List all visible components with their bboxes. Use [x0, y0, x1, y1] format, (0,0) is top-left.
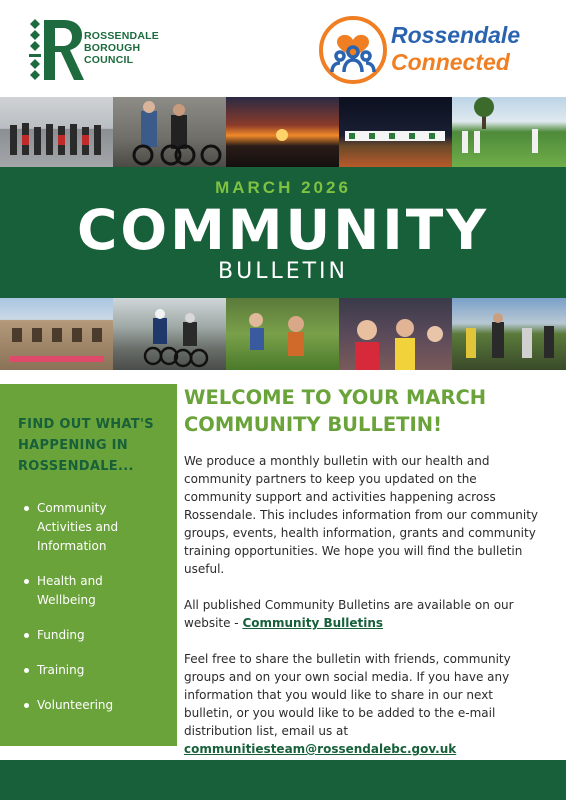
share-paragraph	[184, 650, 544, 758]
photo-sunset	[226, 97, 339, 167]
bottom-photo-strip	[0, 298, 566, 370]
header	[0, 0, 566, 97]
sidebar-item-funding: Funding	[18, 626, 163, 645]
share-paragraph-text: Feel free to share the bulletin with friends, community groups and on your own social media. If you have any information that you would like to share in our next bulletin, or you would like to be added to the e-mail distribution list, email us at	[184, 652, 511, 738]
bulletins-paragraph-text: All published Community Bulletins are available on our website -	[184, 598, 514, 630]
sidebar-heading: FIND OUT WHAT'S HAPPENING IN ROSSENDALE...	[18, 417, 154, 474]
rossendale-connected-heart-people-icon	[318, 14, 388, 84]
photo-group-football	[0, 97, 113, 167]
sidebar-item-training: Training	[18, 661, 163, 680]
rossendale-connected-logo	[318, 14, 548, 86]
banner-subtitle: BULLETIN	[218, 259, 348, 284]
top-photo-strip	[0, 97, 566, 167]
rbc-logo-text	[84, 30, 159, 66]
photo-night-event	[339, 97, 452, 167]
sidebar-item-volunteering: Volunteering	[18, 696, 163, 715]
footer-bar	[0, 760, 566, 800]
photo-children-event	[339, 298, 452, 370]
banner-month: MARCH 2026	[215, 178, 351, 197]
title-banner	[0, 167, 566, 298]
rossendale-borough-council-logo	[26, 18, 176, 82]
sidebar-item-health-wellbeing: Health and Wellbeing	[18, 572, 163, 610]
photo-outdoor-play	[226, 298, 339, 370]
photo-cyclists-road	[113, 298, 226, 370]
photo-parade	[452, 298, 566, 370]
bulletins-paragraph	[184, 596, 544, 632]
photo-town-hall	[0, 298, 113, 370]
rbc-line-1: ROSSENDALE	[84, 30, 159, 42]
photo-cyclists-wall	[113, 97, 226, 167]
rbc-line-3: COUNCIL	[84, 54, 134, 66]
main-content	[184, 384, 544, 776]
sidebar-item-community-activities: Community Activities and Information	[18, 499, 163, 556]
rc-logo-word-connected: Connected	[391, 49, 510, 75]
sidebar	[0, 384, 177, 746]
rossendale-borough-crest-icon	[26, 18, 88, 82]
community-bulletins-link[interactable]: Community Bulletins	[242, 616, 384, 630]
sidebar-topic-list	[18, 499, 163, 715]
communities-email-link[interactable]: communitiesteam@rossendalebc.gov.uk	[184, 742, 457, 756]
rbc-line-2: BOROUGH	[84, 42, 141, 54]
rc-logo-word-rossendale: Rossendale	[391, 22, 521, 48]
intro-paragraph: We produce a monthly bulletin with our health and community partners to keep you updated on the community support and activities happening across Rossendale. This includes information from our community groups, events, health information, grants and community training opportunities. We hope you will find the bulletin useful.	[184, 454, 539, 576]
photo-bowling-green	[452, 97, 566, 167]
banner-title: COMMUNITY	[76, 198, 490, 262]
welcome-heading: WELCOME TO YOUR MARCH COMMUNITY BULLETIN!	[184, 386, 487, 436]
